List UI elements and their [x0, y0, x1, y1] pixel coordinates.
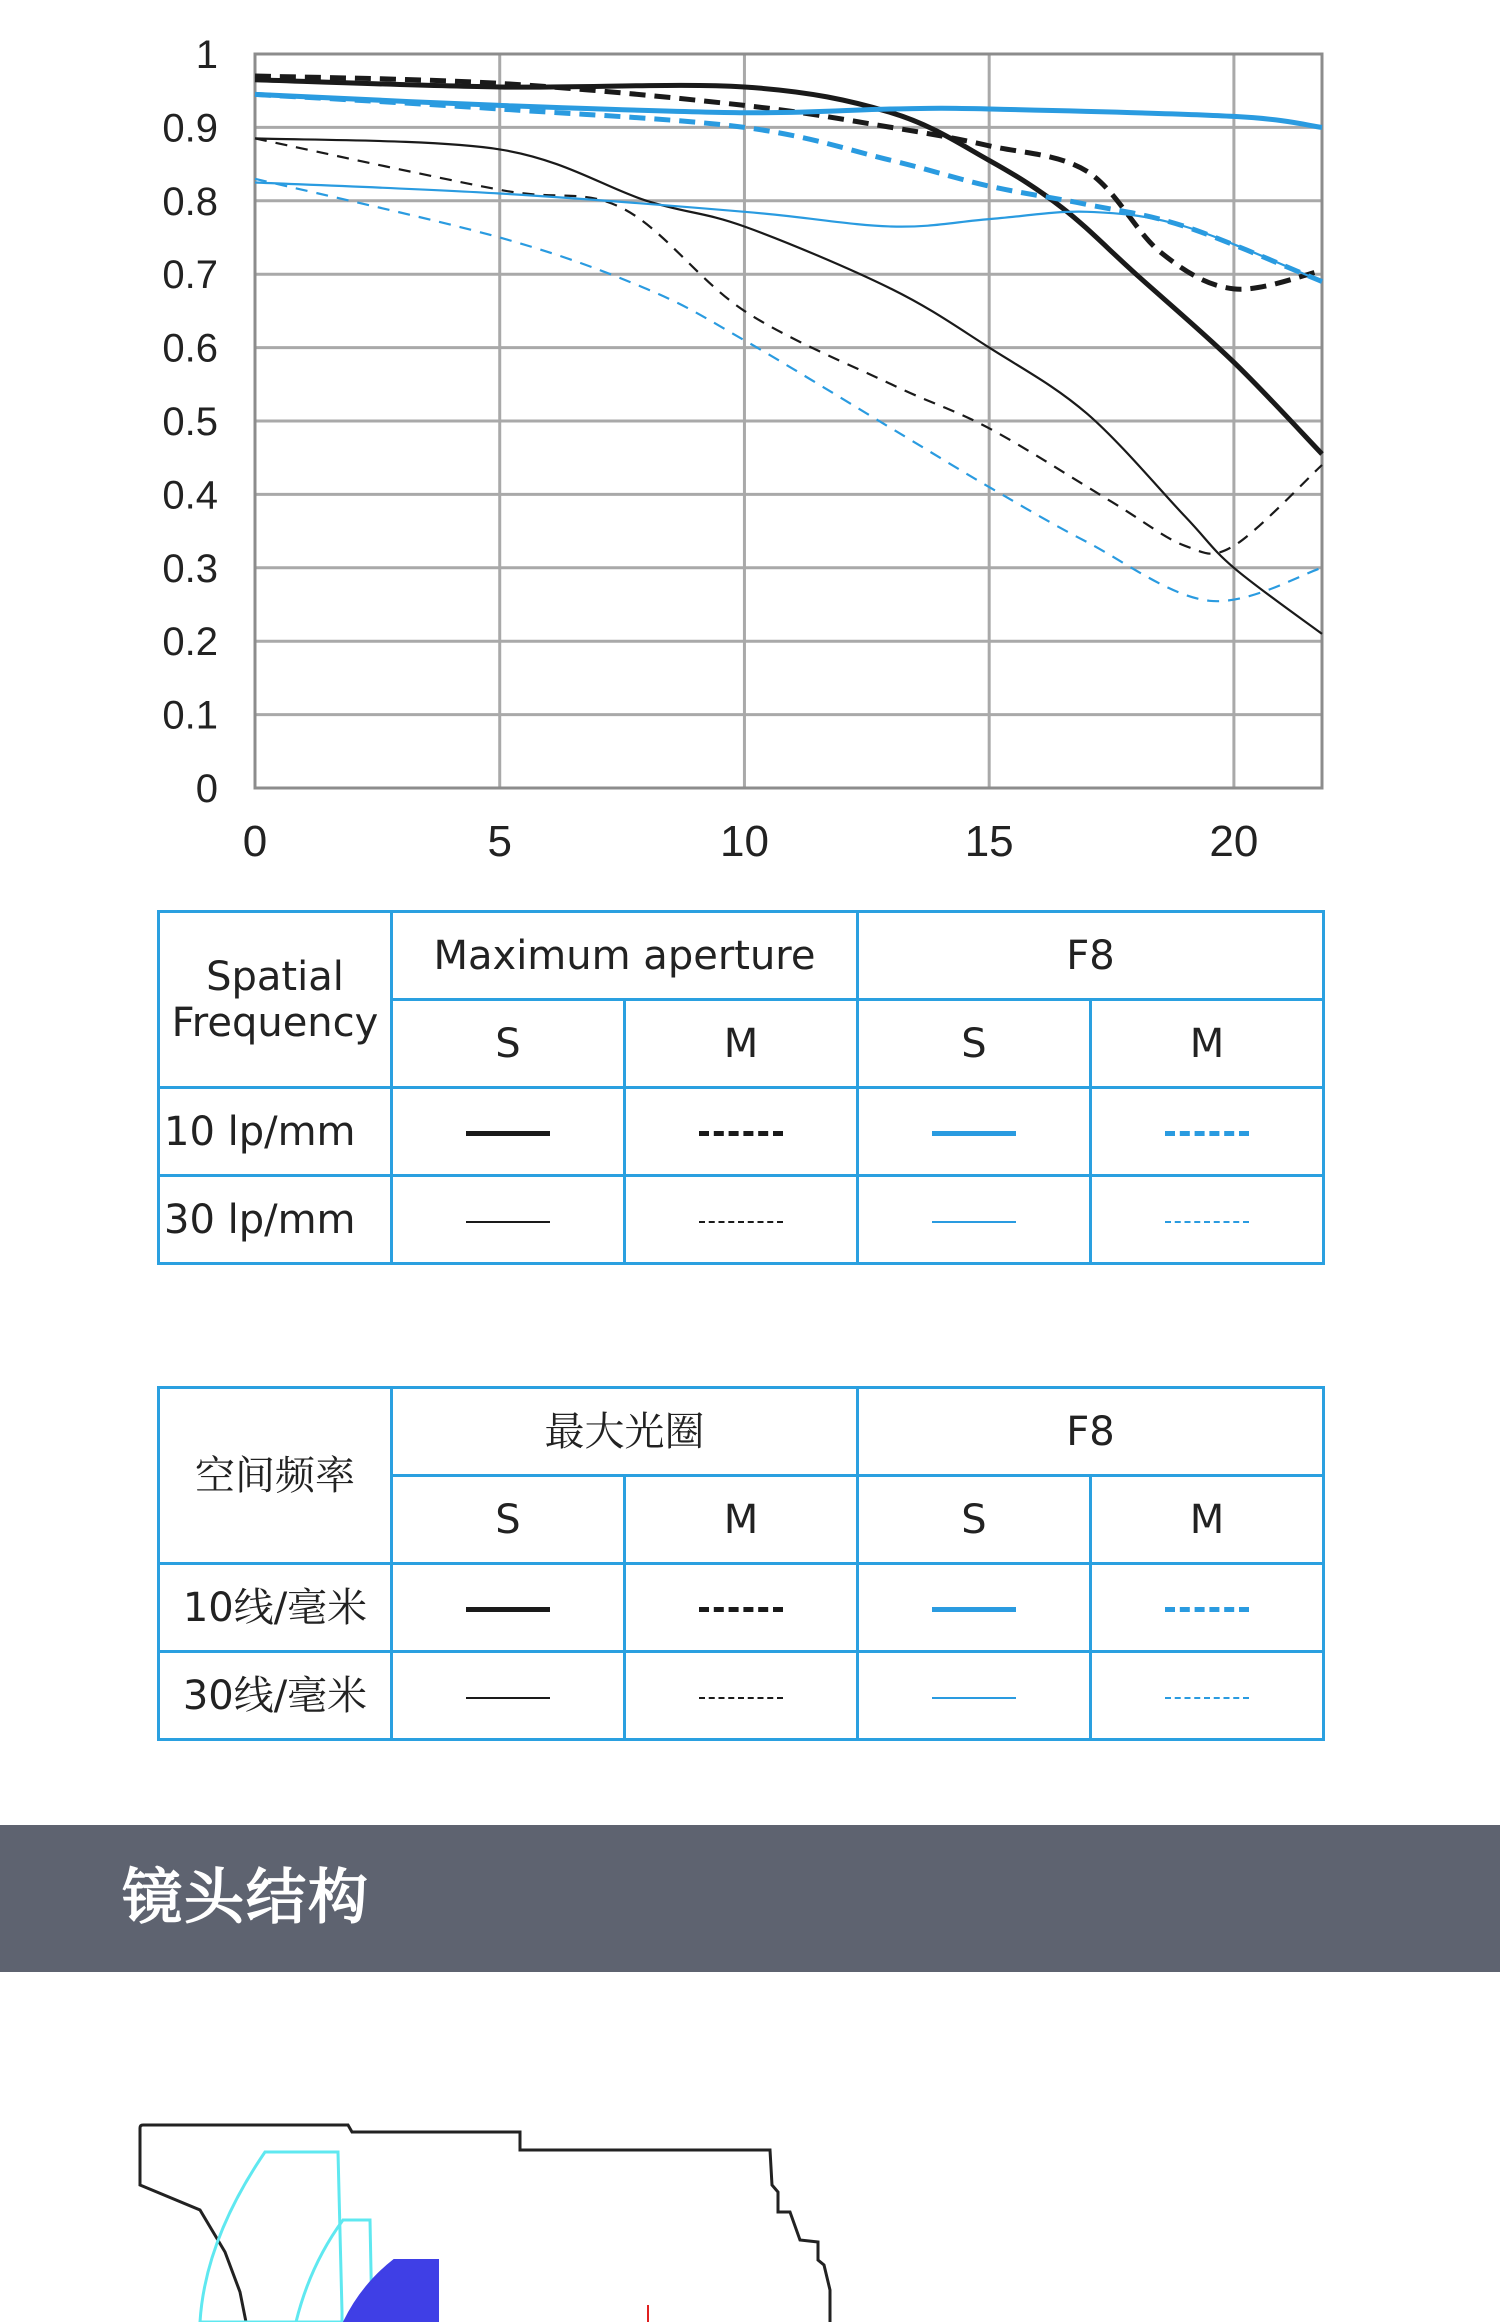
legend-header-max-aperture: 最大光圈: [392, 1388, 858, 1476]
y-tick-label: 0.1: [162, 693, 218, 738]
legend-col-s: S: [858, 1476, 1091, 1564]
legend-header-label: 空间频率: [159, 1388, 392, 1564]
mtf-chart: [0, 0, 1500, 880]
legend-header-f8: F8: [858, 1388, 1324, 1476]
series-line-f8-m-30: [255, 179, 1322, 601]
legend-col-m: M: [1091, 1476, 1324, 1564]
legend-swatch-f8-s-30: [858, 1176, 1091, 1264]
section-title: 镜头结构: [122, 1863, 370, 1933]
y-tick-label: 0.2: [162, 620, 218, 665]
legend-swatch-f8-s-10: [858, 1088, 1091, 1176]
lens-element-3: [344, 2260, 438, 2322]
lens-barrel-outline: [140, 2125, 830, 2322]
legend-row-10: 10线/毫米: [159, 1564, 392, 1652]
y-tick-label: 0.3: [162, 546, 218, 591]
legend-col-m: M: [625, 1476, 858, 1564]
x-tick-label: 0: [242, 817, 268, 866]
legend-swatch-max-m-10: [625, 1088, 858, 1176]
lens-barrel-front: [140, 2130, 246, 2322]
lens-structure-diagram: [0, 2080, 1500, 2322]
legend-swatch-f8-m-30: [1091, 1176, 1324, 1264]
legend-swatch-max-m-30: [625, 1176, 858, 1264]
series-line-f8-s-30: [255, 183, 1322, 282]
legend-row-10: 10 lp/mm: [159, 1088, 392, 1176]
legend-header-label: [159, 912, 392, 1088]
spatial-frequency-label: Spatial Frequency: [171, 953, 379, 1046]
legend-table-en: [157, 910, 1325, 1265]
y-tick-label: 1: [195, 33, 218, 77]
legend-swatch-max-s-10: [392, 1564, 625, 1652]
legend-swatch-max-m-30: [625, 1652, 858, 1740]
series-line-max-m-10: [255, 76, 1322, 289]
y-tick-label: 0.5: [162, 400, 218, 444]
legend-swatch-f8-m-10: [1091, 1088, 1324, 1176]
y-tick-label: 0.6: [162, 326, 218, 371]
y-tick-label: 0.8: [162, 179, 218, 224]
legend-col-s: S: [392, 1000, 625, 1088]
y-tick-label: 0.4: [162, 473, 218, 518]
x-tick-label: 10: [719, 817, 769, 866]
legend-swatch-max-s-30: [392, 1652, 625, 1740]
chart-grid: [255, 54, 1322, 788]
legend-swatch-max-s-30: [392, 1176, 625, 1264]
legend-swatch-max-s-10: [392, 1088, 625, 1176]
y-tick-label: 0: [195, 767, 218, 811]
x-axis-ticks: [243, 817, 1259, 866]
legend-col-m: M: [1091, 1000, 1324, 1088]
lens-element-1: [200, 2152, 342, 2322]
legend-row-30: 30 lp/mm: [159, 1176, 392, 1264]
legend-header-f8: F8: [858, 912, 1324, 1000]
x-tick-label: 20: [1209, 817, 1259, 866]
legend-swatch-max-m-10: [625, 1564, 858, 1652]
legend-row-30: 30线/毫米: [159, 1652, 392, 1740]
legend-col-s: S: [392, 1476, 625, 1564]
chart-series: [255, 76, 1322, 634]
legend-swatch-f8-s-10: [858, 1564, 1091, 1652]
y-axis-ticks: [162, 33, 218, 811]
x-tick-label: 5: [487, 817, 512, 866]
legend-swatch-f8-s-30: [858, 1652, 1091, 1740]
series-line-f8-s-10: [255, 94, 1322, 127]
x-tick-label: 15: [964, 817, 1014, 866]
legend-table-cn: [157, 1386, 1325, 1741]
legend-col-m: M: [625, 1000, 858, 1088]
section-header-bar: [0, 1825, 1500, 1972]
series-line-max-s-30: [255, 138, 1322, 634]
legend-swatch-f8-m-30: [1091, 1652, 1324, 1740]
legend-swatch-f8-m-10: [1091, 1564, 1324, 1652]
legend-col-s: S: [858, 1000, 1091, 1088]
legend-header-max-aperture: Maximum aperture: [392, 912, 858, 1000]
y-tick-label: 0.9: [162, 106, 218, 151]
y-tick-label: 0.7: [162, 253, 218, 298]
